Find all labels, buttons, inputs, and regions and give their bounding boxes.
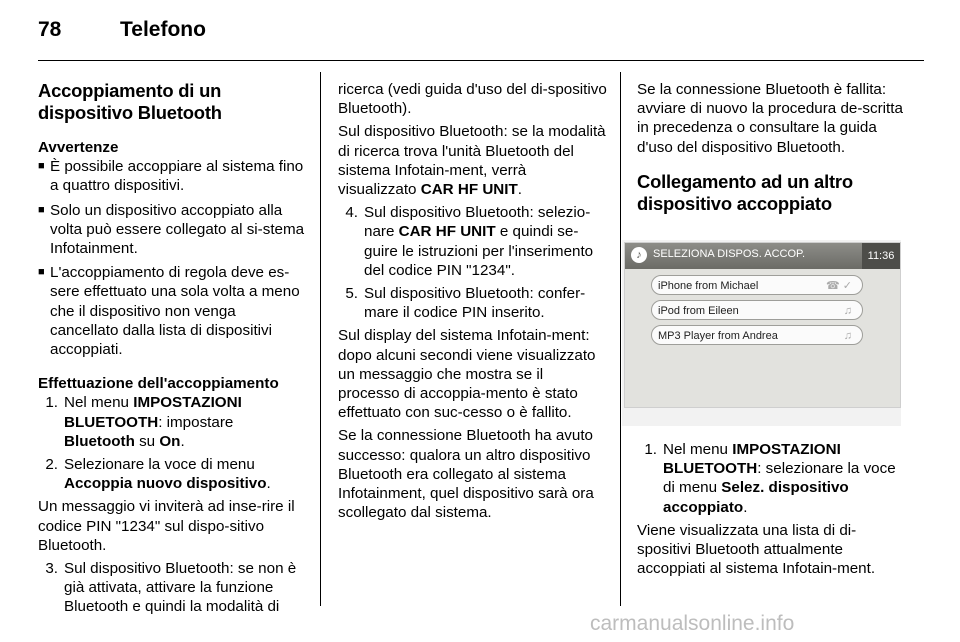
phone-connected-check-icon: ☎ ✓	[826, 280, 852, 292]
page-title: Telefono	[120, 18, 206, 41]
display-screenshot	[622, 240, 901, 426]
failure-paragraph: Se la connessione Bluetooth è fallita: avviare di nuovo la procedura de-scritta in precedenza o consultare la guida d'uso del dispositivo Bluetooth.	[637, 81, 903, 156]
step-1: 1. Nel menu IMPOSTAZIONI BLUETOOTH: impostare Bluetooth su On.	[45, 394, 242, 450]
step-3: 3. Sul dispositivo Bluetooth: se non è già attivata, attivare la funzione Bluetooth e quindi la modalità di	[45, 560, 297, 616]
bullet-square-icon: ■	[38, 203, 45, 216]
step-1-detail: Viene visualizzata una lista di di-spositivi Bluetooth attualmente accoppiati al sistema Infotain-ment.	[637, 521, 876, 578]
column-1	[38, 80, 306, 617]
step-3-continued: ricerca (vedi guida d'uso del di-spositivo Bluetooth).	[338, 81, 607, 118]
device-list-item[interactable]: iPod from Eileen ♫	[651, 300, 863, 320]
header-rule	[38, 60, 924, 61]
screen-title-bar	[625, 243, 900, 269]
section-heading-2: Collegamento ad un altro dispositivo accoppiato	[637, 170, 853, 214]
column-3-steps	[637, 440, 907, 578]
step-2: 2. Selezionare la voce di menu Accoppia nuovo dispositivo.	[45, 456, 271, 493]
disc-icon: ♪	[631, 247, 647, 263]
note-heading: Avvertenze	[38, 139, 119, 156]
note-bullet: ■ L'accoppiamento di regola deve es-sere effettuato una sola volta a meno che il dispositivo non venga cancellato dalla lista di dispositivi accoppiati.	[38, 264, 300, 359]
column-divider-1	[320, 72, 321, 606]
step-5: 5. Sul dispositivo Bluetooth: confer-mare il codice PIN inserito.	[345, 285, 586, 322]
result-paragraph: Se la connessione Bluetooth ha avuto successo: qualora un altro dispositivo Bluetooth era collegato al sistema Infotainment, quel dispositivo sarà ora scollegato dal sistema.	[338, 427, 594, 522]
column-3	[637, 80, 907, 215]
note-bullet: ■ È possibile accoppiare al sistema fino a quattro dispositivi.	[38, 158, 304, 195]
watermark: carmanualsonline.info	[590, 612, 795, 635]
column-divider-2	[620, 72, 621, 606]
infotainment-screen	[624, 242, 901, 408]
device-list-item[interactable]: iPhone from Michael ☎ ✓	[651, 275, 863, 295]
step-1: 1. Nel menu IMPOSTAZIONI BLUETOOTH: selezionare la voce di menu Selez. dispositivo accoppiato.	[644, 441, 896, 516]
screen-clock: 11:36	[862, 243, 900, 269]
page-number: 78	[38, 18, 62, 41]
column-2	[338, 80, 608, 522]
bullet-square-icon: ■	[38, 266, 45, 279]
note-bullet: ■ Solo un dispositivo accoppiato alla volta può essere collegato al si-stema Infotainment.	[38, 201, 305, 258]
screen-title: SELEZIONA DISPOS. ACCOP.	[653, 248, 806, 260]
section-heading: Accoppiamento di un dispositivo Bluetooth	[38, 80, 222, 123]
music-device-icon: ♫	[843, 305, 852, 317]
bullet-square-icon: ■	[38, 160, 45, 173]
step-2-detail: Un messaggio vi inviterà ad inse-rire il codice PIN "1234" sul dispo-sitivo Bluetooth.	[38, 498, 295, 554]
device-list-item[interactable]: MP3 Player from Andrea ♫	[651, 325, 863, 345]
step-5-detail: Sul display del sistema Infotain-ment: dopo alcuni secondi viene visualizzato un messaggio che mostra se il processo di accoppia-mento è stato effettuato con suc-cesso o è fallito.	[338, 327, 596, 422]
step-4: 4. Sul dispositivo Bluetooth: selezio-nare CAR HF UNIT e quindi se-guire le istruzioni per l'inserimento del codice PIN "1234".	[345, 204, 594, 279]
music-device-icon: ♫	[843, 330, 852, 342]
step-3-detail: Sul dispositivo Bluetooth: se la modalità di ricerca trova l'unità Bluetooth del sistema Infotain-ment, verrà visualizzato CAR HF UNIT.	[338, 123, 606, 199]
procedure-heading: Effettuazione dell'accoppiamento	[38, 375, 279, 393]
